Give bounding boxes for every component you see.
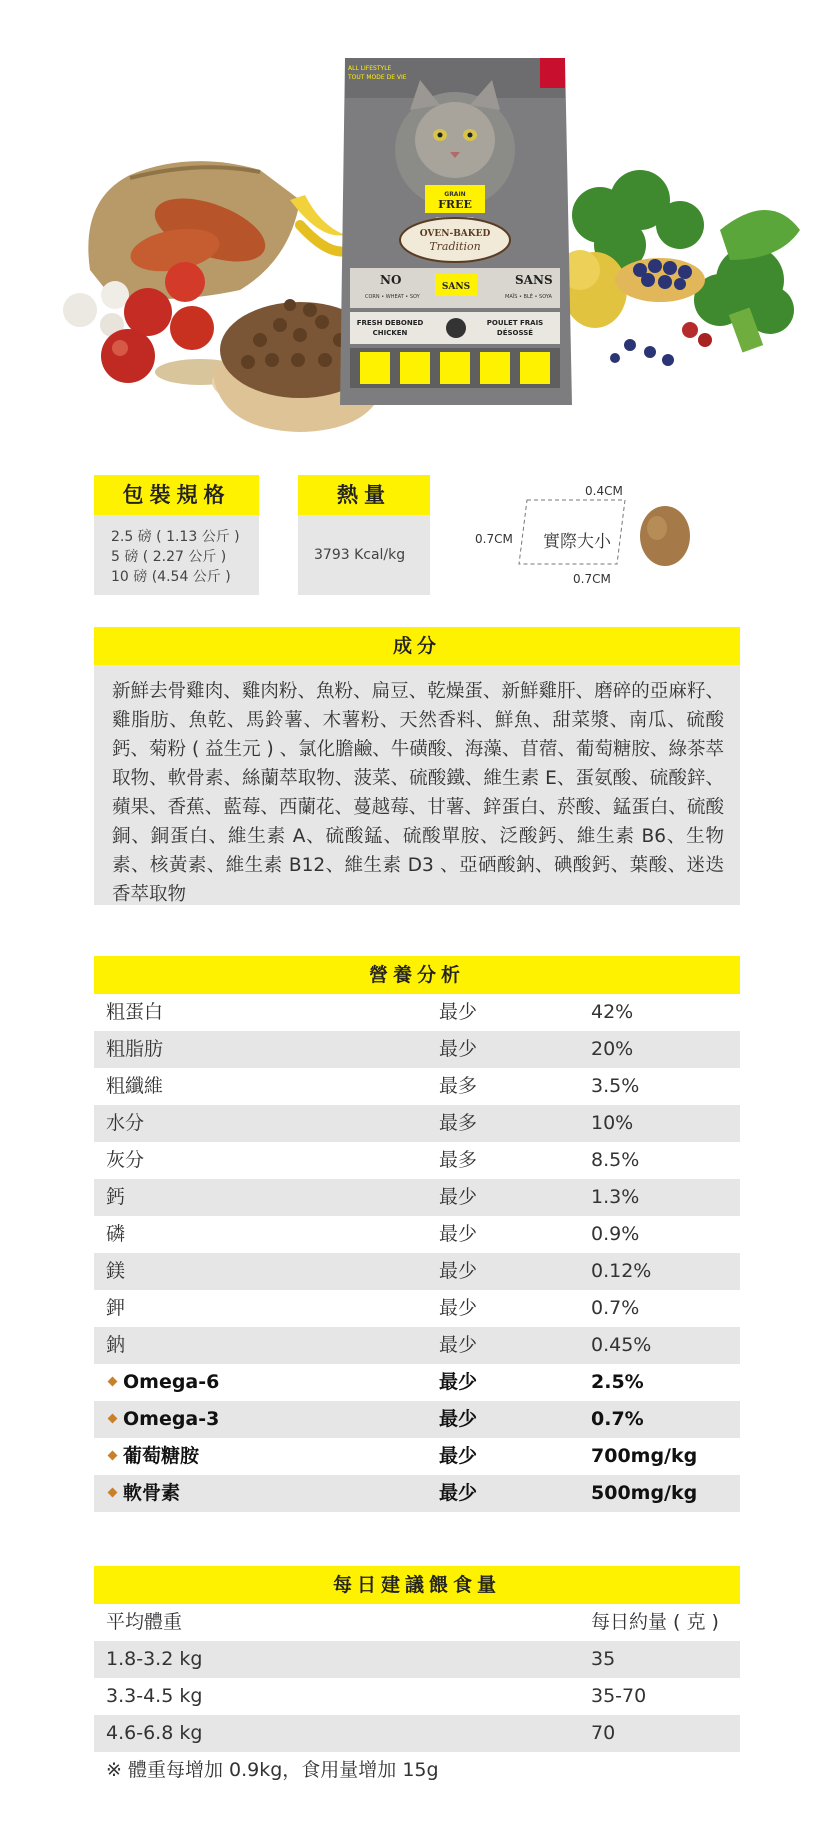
nutrient-qualifier: 最少 xyxy=(439,1408,478,1430)
package-size-2: 5 磅 ( 2.27 公斤 ) xyxy=(111,549,227,565)
highlight-cell xyxy=(106,1364,219,1401)
bag-poulet-frais: POULET FRAIS xyxy=(486,319,544,327)
nutrient-name: Omega-6 xyxy=(123,1371,220,1393)
table-row-highlight xyxy=(94,1401,740,1438)
nutrient-value: 0.7% xyxy=(591,1297,640,1319)
nutrient-value: 700mg/kg xyxy=(591,1445,698,1467)
table-row xyxy=(94,1105,740,1142)
kibble-size-diagram xyxy=(475,480,705,590)
nutrient-name: 粗纖維 xyxy=(106,1075,164,1097)
bag-no: NO xyxy=(380,273,402,287)
nutrient-qualifier: 最少 xyxy=(439,1186,478,1208)
nutrient-name: 粗蛋白 xyxy=(106,1001,164,1023)
diamond-bullet-icon xyxy=(108,1450,118,1460)
nutrition-title: 營養分析 xyxy=(94,956,740,994)
nutrient-name: 軟骨素 xyxy=(123,1482,181,1504)
chicken-icon xyxy=(446,318,466,338)
nutrient-qualifier: 最少 xyxy=(439,1371,478,1393)
table-row xyxy=(94,1290,740,1327)
table-row xyxy=(94,1327,740,1364)
kibble-actual-size-label: 實際大小 xyxy=(543,532,611,552)
bag-lifestyle-line2: TOUT MODE DE VIE xyxy=(348,74,407,81)
nutrient-value: 500mg/kg xyxy=(591,1482,698,1504)
highlight-cell xyxy=(106,1438,199,1475)
table-row-highlight xyxy=(94,1364,740,1401)
feeding-amount: 70 xyxy=(591,1722,616,1744)
table-row xyxy=(94,1179,740,1216)
product-bag xyxy=(340,58,572,405)
bag-chicken: CHICKEN xyxy=(372,329,408,337)
bag-brand-script: Tradition xyxy=(429,240,481,253)
bag-brand-top: OVEN-BAKED xyxy=(419,229,491,239)
feeding-amount: 35-70 xyxy=(591,1685,647,1707)
nutrient-value: 0.45% xyxy=(591,1334,652,1356)
highlight-cell xyxy=(106,1401,219,1438)
bag-fresh-deboned: FRESH DEBONED xyxy=(356,319,424,327)
nutrient-value: 0.9% xyxy=(591,1223,640,1245)
kibble-bottom-dimension: 0.7CM xyxy=(573,572,611,586)
nutrient-value: 1.3% xyxy=(591,1186,640,1208)
table-row-highlight xyxy=(94,1475,740,1512)
table-row xyxy=(94,1715,740,1752)
bag-sans: SANS xyxy=(515,273,553,287)
nutrition-table xyxy=(94,994,740,1512)
bag-grain: GRAIN xyxy=(444,191,466,198)
nutrient-qualifier: 最少 xyxy=(439,1482,478,1504)
table-row xyxy=(94,1216,740,1253)
bag-desosse: DÉSOSSÉ xyxy=(496,329,534,337)
bag-lifestyle-line1: ALL LIFESTYLE xyxy=(348,65,392,72)
nutrient-value: 0.7% xyxy=(591,1408,644,1430)
feeding-title: 每日建議餵食量 xyxy=(94,1566,740,1604)
feeding-amount: 35 xyxy=(591,1648,616,1670)
feeding-note-row xyxy=(94,1752,740,1789)
nutrient-qualifier: 最少 xyxy=(439,1001,478,1023)
table-row xyxy=(94,1641,740,1678)
bag-free: FREE xyxy=(438,198,472,211)
table-row xyxy=(94,1253,740,1290)
feeding-table xyxy=(94,1604,740,1789)
nutrient-value: 0.12% xyxy=(591,1260,652,1282)
nutrient-qualifier: 最多 xyxy=(439,1112,478,1134)
diamond-bullet-icon xyxy=(108,1413,118,1423)
nutrient-value: 3.5% xyxy=(591,1075,640,1097)
nutrient-name: Omega-3 xyxy=(123,1408,220,1430)
table-row-highlight xyxy=(94,1438,740,1475)
kibble-piece-icon xyxy=(640,506,690,566)
table-row xyxy=(94,1068,740,1105)
package-spec-body xyxy=(94,515,259,595)
table-row xyxy=(94,994,740,1031)
product-hero-image xyxy=(0,0,833,450)
feeding-col-weight: 平均體重 xyxy=(106,1611,183,1633)
diamond-bullet-icon xyxy=(108,1487,118,1497)
table-row xyxy=(94,1142,740,1179)
package-spec-title: 包裝規格 xyxy=(94,475,259,515)
nutrient-name: 鎂 xyxy=(106,1260,126,1282)
calorie-box xyxy=(298,475,430,595)
nutrient-qualifier: 最少 xyxy=(439,1445,478,1467)
feeding-weight: 4.6-6.8 kg xyxy=(106,1722,203,1744)
nutrient-qualifier: 最少 xyxy=(439,1223,478,1245)
nutrient-value: 10% xyxy=(591,1112,634,1134)
diamond-bullet-icon xyxy=(108,1376,118,1386)
nutrient-name: 粗脂肪 xyxy=(106,1038,164,1060)
package-size-1: 2.5 磅 ( 1.13 公斤 ) xyxy=(111,529,240,545)
bag-sans-badge: SANS xyxy=(441,282,471,292)
nutrient-value: 20% xyxy=(591,1038,634,1060)
ingredients-text: 新鮮去骨雞肉、雞肉粉、魚粉、扁豆、乾燥蛋、新鮮雞肝、磨碎的亞麻籽、雞脂肪、魚乾、馬鈴薯、木薯粉、天然香料、鮮魚、甜菜漿、南瓜、硫酸鈣、菊粉 ( 益生元 ) 、氯化膽鹼、牛磺酸、海藻、苜蓿、葡萄糖胺、綠茶萃取物、軟骨素、絲蘭萃取物、菠菜、硫酸鐵、維生素 E、蛋氨酸、硫酸鋅、蘋果、香蕉、藍莓、西蘭花、蔓越莓、甘薯、鋅蛋白、菸酸、錳蛋白、硫酸銅、銅蛋白、維生素 A、硫酸錳、硫酸單胺、泛酸鈣、維生素 B6、生物素、核黃素、維生素 B12、維生素 D3 、亞硒酸鈉、碘酸鈣、葉酸、迷迭香萃取物 xyxy=(94,665,740,905)
feeding-col-amount: 每日約量 ( 克 ) xyxy=(591,1611,719,1633)
nutrient-qualifier: 最少 xyxy=(439,1038,478,1060)
nutrient-name: 鈣 xyxy=(106,1186,126,1208)
nutrient-qualifier: 最少 xyxy=(439,1260,478,1282)
feeding-note: ※ 體重每增加 0.9kg，食用量增加 15g xyxy=(106,1759,439,1781)
table-row xyxy=(94,1678,740,1715)
highlight-cell xyxy=(106,1475,180,1512)
nutrient-qualifier: 最少 xyxy=(439,1297,478,1319)
calorie-title: 熱量 xyxy=(298,475,430,515)
ingredients-title: 成分 xyxy=(94,627,740,665)
package-spec-box xyxy=(94,475,259,595)
kibble-top-dimension: 0.4CM xyxy=(585,484,623,498)
nutrient-name: 磷 xyxy=(106,1223,126,1245)
kibble-left-dimension: 0.7CM xyxy=(475,532,513,546)
nutrient-name: 鉀 xyxy=(106,1297,126,1319)
feeding-weight: 3.3-4.5 kg xyxy=(106,1685,203,1707)
nutrient-name: 鈉 xyxy=(106,1334,126,1356)
bag-fr-ingredients: MAÏS • BLÉ • SOYA xyxy=(505,294,552,300)
nutrient-qualifier: 最少 xyxy=(439,1334,478,1356)
calorie-value: 3793 Kcal/kg xyxy=(298,515,430,595)
nutrient-qualifier: 最多 xyxy=(439,1075,478,1097)
nutrient-qualifier: 最多 xyxy=(439,1149,478,1171)
feeding-weight: 1.8-3.2 kg xyxy=(106,1648,203,1670)
table-row xyxy=(94,1031,740,1068)
nutrient-value: 42% xyxy=(591,1001,634,1023)
nutrient-value: 8.5% xyxy=(591,1149,640,1171)
nutrient-name: 灰分 xyxy=(106,1149,145,1171)
package-size-3: 10 磅 (4.54 公斤 ) xyxy=(111,569,231,585)
nutrient-name: 葡萄糖胺 xyxy=(123,1445,200,1467)
nutrient-name: 水分 xyxy=(106,1112,145,1134)
bag-no-ingredients: CORN • WHEAT • SOY xyxy=(365,294,420,300)
feeding-header-row xyxy=(94,1604,740,1641)
nutrient-value: 2.5% xyxy=(591,1371,644,1393)
